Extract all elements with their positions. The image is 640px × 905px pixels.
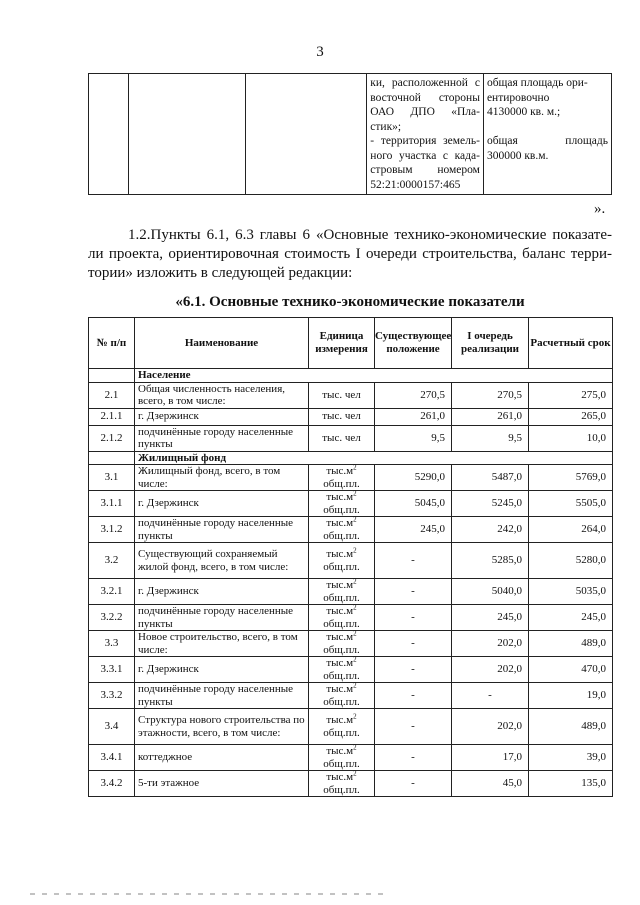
row-unit: $тыс.м^2$ общ.пл. xyxy=(309,579,375,605)
top-text-line: стровым номером xyxy=(370,164,480,176)
row-name: Существующий сохраняемый жилой фонд, всего, в том числе: xyxy=(135,543,309,579)
table-row xyxy=(89,771,613,797)
row-name: Жилищный фонд, всего, в том числе: xyxy=(135,465,309,491)
row-unit: $тыс.м^2$ общ.пл. xyxy=(309,543,375,579)
row-num: 3.1.2 xyxy=(89,517,135,543)
row-num: 3.1 xyxy=(89,465,135,491)
table-header-row xyxy=(89,318,613,369)
header-num: № п/п xyxy=(89,318,135,369)
row-unit: $тыс.м^2$ общ.пл. xyxy=(309,657,375,683)
section-label: Жилищный фонд xyxy=(135,451,613,465)
row-estimated: 5769,0 xyxy=(529,465,613,491)
table-row xyxy=(89,425,613,451)
quote-end: ». xyxy=(594,201,606,217)
top-cell-4 xyxy=(367,74,484,195)
row-stage1: 5487,0 xyxy=(452,465,529,491)
row-unit: тыс. чел xyxy=(309,408,375,425)
row-stage1: - xyxy=(452,683,529,709)
row-num: 2.1.1 xyxy=(89,408,135,425)
row-stage1: 270,5 xyxy=(452,382,529,408)
section-row xyxy=(89,369,613,383)
row-name: подчинённые городу населенные пункты xyxy=(135,517,309,543)
continued-table xyxy=(88,73,612,195)
row-estimated: 470,0 xyxy=(529,657,613,683)
section-num-cell xyxy=(89,451,135,465)
row-name: г. Дзержинск xyxy=(135,408,309,425)
row-estimated: 5505,0 xyxy=(529,491,613,517)
table-body xyxy=(89,369,613,797)
table-row xyxy=(89,683,613,709)
row-name: г. Дзержинск xyxy=(135,657,309,683)
row-estimated: 264,0 xyxy=(529,517,613,543)
table-row xyxy=(89,657,613,683)
row-num: 2.1.2 xyxy=(89,425,135,451)
row-estimated: 489,0 xyxy=(529,709,613,745)
row-name: подчинённые городу населенные пункты xyxy=(135,683,309,709)
section-label: Население xyxy=(135,369,613,383)
row-estimated: 39,0 xyxy=(529,745,613,771)
row-name: коттеджное xyxy=(135,745,309,771)
section-row xyxy=(89,451,613,465)
top-cell-5-text xyxy=(484,74,611,165)
paragraph-line: ли проекта, ориентировочная стоимость I очереди строительства, баланс терри- xyxy=(88,246,612,262)
row-existing: - xyxy=(375,771,452,797)
row-name: г. Дзержинск xyxy=(135,491,309,517)
top-cell-4-text xyxy=(367,74,483,194)
row-num: 3.4.2 xyxy=(89,771,135,797)
row-estimated: 19,0 xyxy=(529,683,613,709)
row-existing: - xyxy=(375,605,452,631)
row-stage1: 202,0 xyxy=(452,657,529,683)
row-name: подчинённые городу населенные пункты xyxy=(135,605,309,631)
row-num: 3.4.1 xyxy=(89,745,135,771)
row-num: 3.1.1 xyxy=(89,491,135,517)
row-name: Новое строительство, всего, в том числе: xyxy=(135,631,309,657)
top-text-line: общая площадь xyxy=(486,135,608,147)
row-stage1: 5040,0 xyxy=(452,579,529,605)
table-row xyxy=(89,631,613,657)
top-cell-5 xyxy=(483,74,611,195)
top-cell-2 xyxy=(129,74,246,195)
row-stage1: 202,0 xyxy=(452,709,529,745)
section-num-cell xyxy=(89,369,135,383)
table-row xyxy=(89,465,613,491)
row-stage1: 5285,0 xyxy=(452,543,529,579)
row-estimated: 135,0 xyxy=(529,771,613,797)
row-stage1: 245,0 xyxy=(452,605,529,631)
row-existing: - xyxy=(375,709,452,745)
row-estimated: 5035,0 xyxy=(529,579,613,605)
row-unit: тыс. чел xyxy=(309,382,375,408)
row-existing: - xyxy=(375,657,452,683)
section-title: «6.1. Основные технико-экономические показатели xyxy=(175,294,525,310)
row-existing: 5290,0 xyxy=(375,465,452,491)
row-unit: $тыс.м^2$ общ.пл. xyxy=(309,631,375,657)
row-num: 3.3.1 xyxy=(89,657,135,683)
table-row xyxy=(89,408,613,425)
row-stage1: 17,0 xyxy=(452,745,529,771)
row-existing: - xyxy=(375,579,452,605)
row-estimated: 245,0 xyxy=(529,605,613,631)
row-stage1: 242,0 xyxy=(452,517,529,543)
top-text-line: ного участка с када- xyxy=(370,149,480,162)
row-stage1: 202,0 xyxy=(452,631,529,657)
header-unit: Единица измерения xyxy=(309,318,375,369)
row-num: 3.2 xyxy=(89,543,135,579)
top-text-line: общая площадь ори- xyxy=(486,77,588,89)
row-num: 3.4 xyxy=(89,709,135,745)
scan-marks xyxy=(30,893,390,895)
paragraph-line: тории» изложить в следующей редакции: xyxy=(88,265,353,281)
row-existing: 261,0 xyxy=(375,408,452,425)
top-text-line: 4130000 кв. м.; xyxy=(486,106,561,118)
row-existing: - xyxy=(375,543,452,579)
row-existing: - xyxy=(375,631,452,657)
page-number: 3 xyxy=(316,44,324,60)
top-text-line: восточной стороны xyxy=(370,91,480,104)
row-unit: $тыс.м^2$ общ.пл. xyxy=(309,745,375,771)
row-existing: - xyxy=(375,745,452,771)
header-stage1: I очередь реализации xyxy=(452,318,529,369)
header-name: Наименование xyxy=(135,318,309,369)
table-row xyxy=(89,543,613,579)
top-text-line: ки, расположенной с xyxy=(370,77,480,89)
row-stage1: 9,5 xyxy=(452,425,529,451)
row-unit: $тыс.м^2$ общ.пл. xyxy=(309,683,375,709)
row-unit: $тыс.м^2$ общ.пл. xyxy=(309,465,375,491)
row-existing: 270,5 xyxy=(375,382,452,408)
table-row xyxy=(89,491,613,517)
row-existing: 245,0 xyxy=(375,517,452,543)
top-text-line: 52:21:0000157:465 xyxy=(370,178,461,191)
row-name: подчинённые городу населенные пункты xyxy=(135,425,309,451)
table-row xyxy=(89,579,613,605)
table-row xyxy=(89,517,613,543)
row-estimated: 265,0 xyxy=(529,408,613,425)
row-estimated: 489,0 xyxy=(529,631,613,657)
top-text-line: 300000 кв.м. xyxy=(486,149,549,162)
table-row xyxy=(89,605,613,631)
row-stage1: 45,0 xyxy=(452,771,529,797)
top-text-line: ОАО ДПО «Пла- xyxy=(370,106,480,118)
row-name: Общая численность населения, всего, в том числе: xyxy=(135,382,309,408)
row-estimated: 10,0 xyxy=(529,425,613,451)
row-existing: - xyxy=(375,683,452,709)
table-row xyxy=(89,382,613,408)
paragraph-line: 1.2.Пункты 6.1, 6.3 главы 6 «Основные технико-экономические показате- xyxy=(128,227,612,243)
row-estimated: 275,0 xyxy=(529,382,613,408)
row-existing: 9,5 xyxy=(375,425,452,451)
row-num: 3.3.2 xyxy=(89,683,135,709)
row-unit: тыс. чел xyxy=(309,425,375,451)
row-unit: $тыс.м^2$ общ.пл. xyxy=(309,605,375,631)
row-unit: $тыс.м^2$ общ.пл. xyxy=(309,491,375,517)
row-num: 2.1 xyxy=(89,382,135,408)
row-unit: $тыс.м^2$ общ.пл. xyxy=(309,709,375,745)
row-name: Структура нового строительства по этажности, всего, в том числе: xyxy=(135,709,309,745)
row-name: 5-ти этажное xyxy=(135,771,309,797)
row-unit: $тыс.м^2$ общ.пл. xyxy=(309,771,375,797)
top-text-line: ентировочно xyxy=(486,91,550,104)
row-num: 3.2.2 xyxy=(89,605,135,631)
row-name: г. Дзержинск xyxy=(135,579,309,605)
row-num: 3.2.1 xyxy=(89,579,135,605)
top-cell-1 xyxy=(89,74,129,195)
row-stage1: 5245,0 xyxy=(452,491,529,517)
row-unit: $тыс.м^2$ общ.пл. xyxy=(309,517,375,543)
top-text-line xyxy=(487,120,608,135)
top-text-line: стик»; xyxy=(370,120,402,133)
table-row xyxy=(89,709,613,745)
table-row xyxy=(89,745,613,771)
amendment-paragraph xyxy=(88,226,612,283)
row-num: 3.3 xyxy=(89,631,135,657)
top-cell-3 xyxy=(246,74,367,195)
indicators-table xyxy=(88,317,613,797)
row-existing: 5045,0 xyxy=(375,491,452,517)
row-stage1: 261,0 xyxy=(452,408,529,425)
header-estimated: Расчетный срок xyxy=(529,318,613,369)
top-text-line: - территория земель- xyxy=(370,135,480,147)
header-existing: Существующее положение xyxy=(375,318,452,369)
row-estimated: 5280,0 xyxy=(529,543,613,579)
